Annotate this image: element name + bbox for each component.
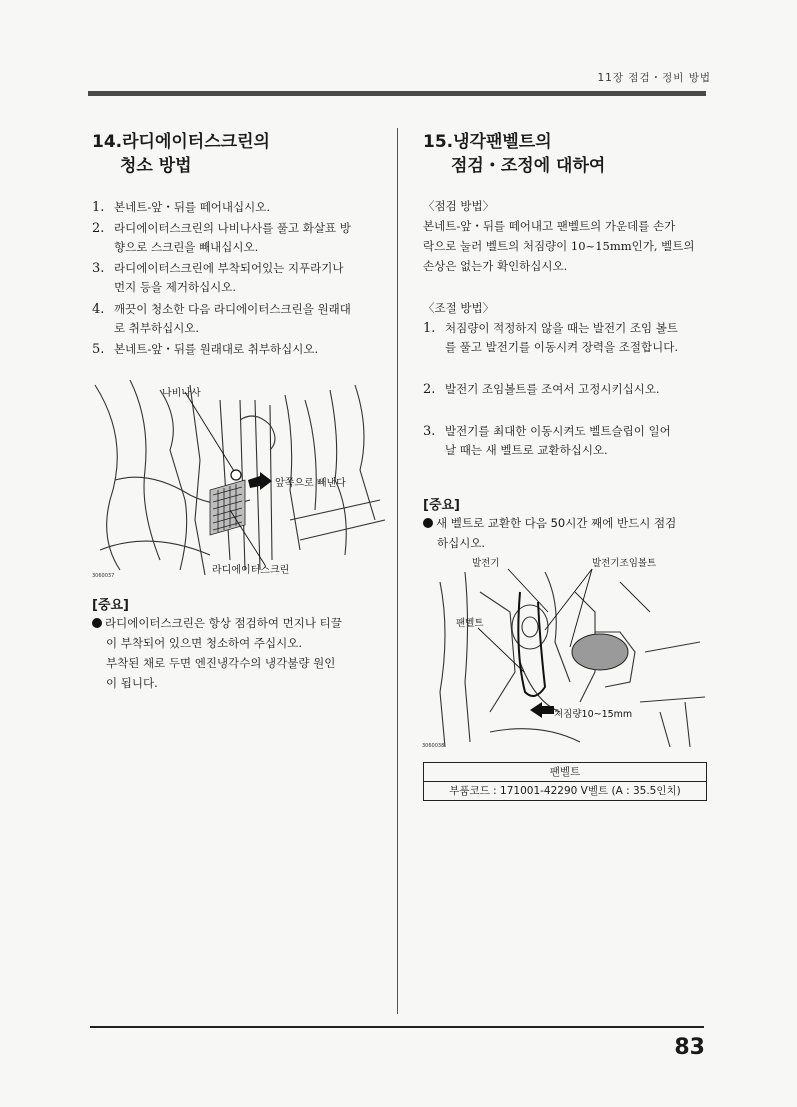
pull-arrow-icon xyxy=(248,472,272,490)
part-name: 팬벨트 xyxy=(549,766,581,778)
left-title-line1: 14.라디에이터스크린의 xyxy=(92,132,270,152)
figure-code: 3060038 xyxy=(422,743,445,749)
right-title-line1: 15.냉각팬벨트의 xyxy=(423,132,552,152)
label-alternator: 발전기 xyxy=(472,558,500,569)
label-fan-belt: 팬벨트 xyxy=(456,618,484,629)
left-step-5: 5. 본네트-앞・뒤를 원래대로 취부하십시오. xyxy=(92,342,319,357)
label-wing-screw: 나비나사 xyxy=(162,388,201,399)
inspection-heading: 〈점검 방법〉 xyxy=(423,199,495,213)
figure-code: 3060037 xyxy=(92,573,115,579)
right-step-1: 1. 처짐량이 적정하지 않을 때는 발전기 조임 볼트 를 풀고 발전기를 이동시켜 장력을 조절합니다. xyxy=(423,321,679,354)
radiator-screen-figure xyxy=(90,380,390,580)
inspection-text: 본네트-앞・뒤를 떼어내고 팬벨트의 가운데를 손가 락으로 눌러 벨트의 처짐량이 10~15mm인가, 벨트의 손상은 없는가 확인하십시오. xyxy=(423,219,695,273)
left-section-title xyxy=(92,130,270,178)
label-alternator-bolt: 발전기조임볼트 xyxy=(592,558,657,569)
bullet-icon xyxy=(423,518,433,528)
column-divider xyxy=(397,128,398,1014)
wing-nut-icon xyxy=(231,470,241,480)
left-important-heading: [중요] xyxy=(92,598,129,613)
left-title-line2: 청소 방법 xyxy=(120,156,192,176)
part-code: 부품코드 : 171001-42290 V벨트 (A : 35.5인치) xyxy=(424,781,706,800)
left-step-1: 1. 본네트-앞・뒤를 떼어내십시오. xyxy=(92,200,271,215)
adjust-heading: 〈조절 방법〉 xyxy=(423,301,495,315)
left-important-note: 라디에이터스크린은 항상 점검하여 먼지나 티끌 이 부착되어 있으면 청소하여 주십시오. 부착된 채로 두면 엔진냉각수의 냉각불량 원인 이 됩니다. xyxy=(92,613,392,693)
footer-rule xyxy=(90,1026,704,1028)
label-deflection: 처짐량10~15mm xyxy=(554,709,633,720)
left-step-4: 4. 깨끗이 청소한 다음 라디에이터스크린을 원래대 로 취부하십시오. xyxy=(92,302,351,335)
fan-belt-figure xyxy=(420,552,710,752)
header-rule xyxy=(88,91,706,96)
left-step-3: 3. 라디에이터스크린에 부착되어있는 지푸라기나 먼지 등을 제거하십시오. xyxy=(92,261,344,294)
deflection-arrow-icon xyxy=(530,702,554,718)
right-title-line2: 점검・조정에 대하여 xyxy=(451,156,606,176)
bullet-icon xyxy=(92,618,102,628)
right-important-heading: [중요] xyxy=(423,498,460,513)
right-section-title xyxy=(423,130,605,178)
chapter-header: 11장 점검・정비 방법 xyxy=(597,72,711,84)
right-step-3: 3. 발전기를 최대한 이동시켜도 벨트슬립이 일어 날 때는 새 벨트로 교환하십시오. xyxy=(423,424,671,457)
left-step-2: 2. 라디에이터스크린의 나비나사를 풀고 화살표 방 향으로 스크린을 빼내십시오. xyxy=(92,221,351,254)
right-important-note: 새 벨트로 교환한 다음 50시간 째에 반드시 점검 하십시오. xyxy=(423,513,718,553)
page-number: 83 xyxy=(674,1035,705,1060)
part-table xyxy=(423,762,707,801)
right-step-2: 2. 발전기 조임볼트를 조여서 고정시키십시오. xyxy=(423,382,660,397)
label-radiator-screen: 라디에이터스크린 xyxy=(212,565,290,576)
label-pull-forward: 앞쪽으로 빼낸다 xyxy=(275,478,346,489)
